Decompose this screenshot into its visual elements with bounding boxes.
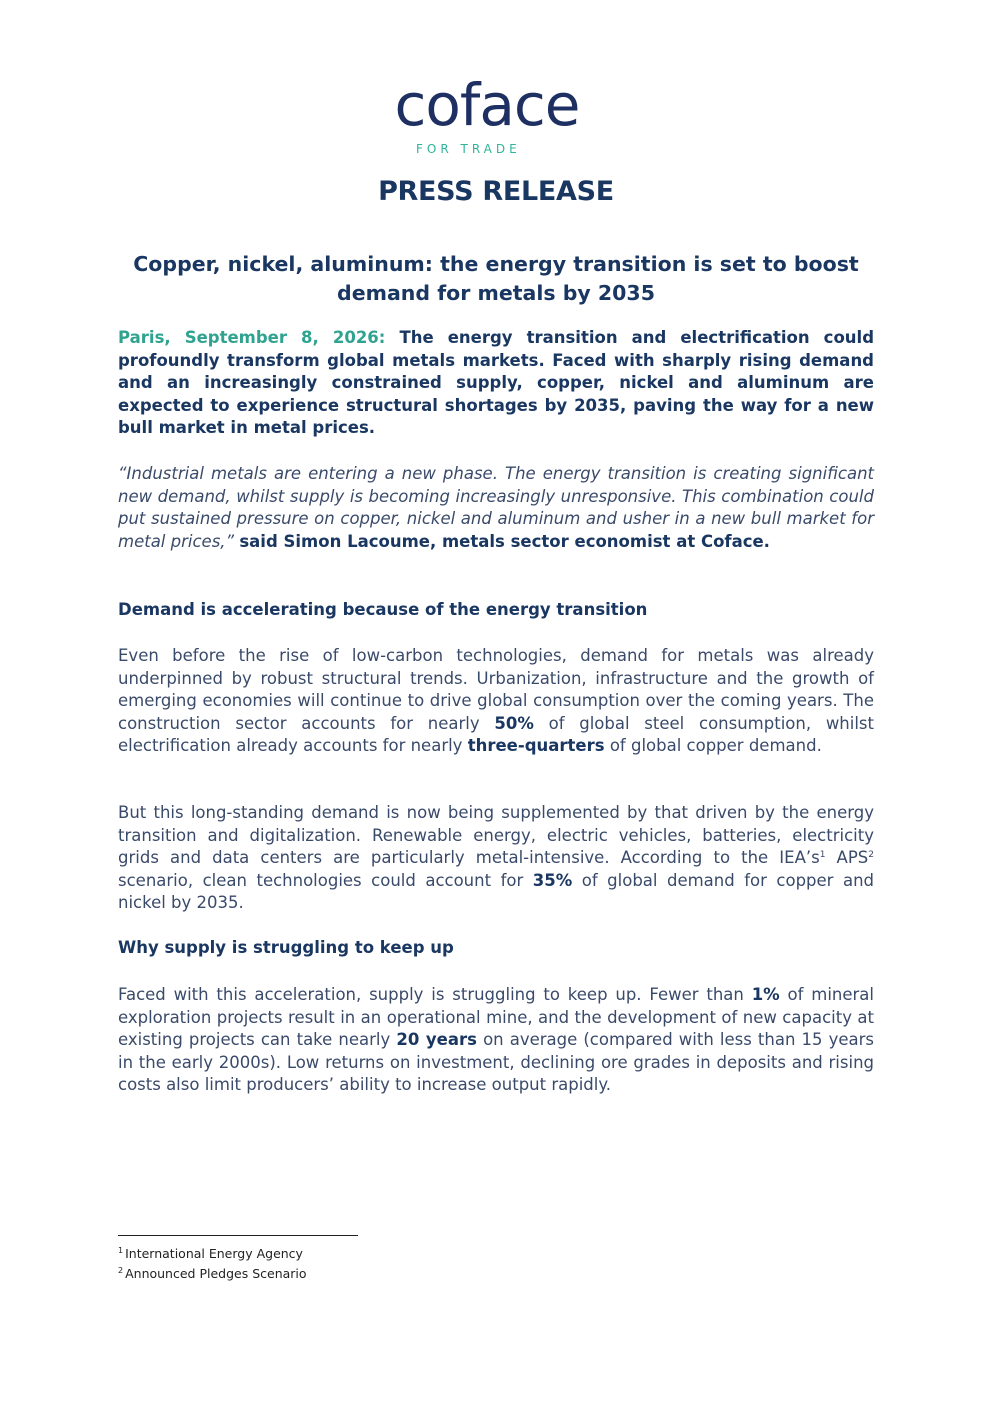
text-run: on average (compared with less than 15 years in the early 2000s). Low returns on investment, declining ore grades in deposits and rising costs also limit producers’ ability to increase output rapidly. bbox=[118, 1030, 875, 1094]
footnote-text: Announced Pledges Scenario bbox=[125, 1266, 307, 1281]
footnote-ref-1: 1 bbox=[819, 850, 826, 860]
text-run: But this long-standing demand is now being supplemented by that driven by the energy transition and digitalization. Renewable energy, electric vehicles, batteries, electricity grids and data centers are particularly metal-intensive. According to the IEA’s bbox=[118, 803, 874, 867]
text-run: Even before the rise of low-carbon technologies, demand for metals was already underpinned by robust structural trends. Urbanization, infrastructure and the growth of emerging economies will continue to drive global consumption over the coming years. The construction sector accounts for nearly bbox=[118, 646, 874, 733]
text-run: of global steel consumption, whilst electrification already accounts for nearly bbox=[118, 713, 875, 755]
lead-text: The energy transition and electrification could profoundly transform global metals markets. Faced with sharply rising demand and an increasingly constrained supply, copper, nickel and aluminum are expected to experience structural shortages by 2035, paving the way for a new bull market in metal prices. bbox=[118, 328, 875, 437]
quote-paragraph bbox=[118, 463, 874, 553]
highlight-1-percent: 1% bbox=[751, 985, 780, 1004]
footnote-2 bbox=[118, 1266, 307, 1281]
text-run: of global demand for copper and nickel by 2035. bbox=[118, 870, 875, 912]
highlight-50-percent: 50% bbox=[494, 713, 534, 733]
logo-tagline: FOR TRADE bbox=[416, 142, 521, 156]
footnote-divider bbox=[118, 1235, 358, 1236]
lead-paragraph bbox=[118, 327, 874, 440]
highlight-three-quarters: three-quarters bbox=[467, 736, 605, 755]
supply-paragraph-1 bbox=[118, 984, 874, 1097]
quote-attribution: said Simon Lacoume, metals sector economist at Coface. bbox=[239, 531, 770, 551]
section-heading-demand: Demand is accelerating because of the energy transition bbox=[118, 600, 648, 619]
text-run: Faced with this acceleration, supply is struggling to keep up. Fewer than bbox=[118, 985, 752, 1004]
dateline: Paris, September 8, 2026: bbox=[118, 328, 386, 347]
logo-wordmark: coface bbox=[394, 71, 580, 139]
quote-text: “Industrial metals are entering a new phase. The energy transition is creating significant new demand, whilst supply is becoming increasingly unresponsive. This combination could put sustained pressure on copper, nickel and aluminum and usher in a new bull market for metal prices,” bbox=[118, 464, 874, 551]
headline: Copper, nickel, aluminum: the energy transition is set to boost demand for metals by 2035 bbox=[133, 252, 859, 305]
demand-paragraph-2 bbox=[118, 802, 874, 915]
section-heading-supply: Why supply is struggling to keep up bbox=[118, 938, 454, 957]
highlight-20-years: 20 years bbox=[396, 1030, 477, 1049]
footnote-mark: 1 bbox=[118, 1246, 124, 1255]
highlight-35-percent: 35% bbox=[532, 870, 573, 890]
footnote-ref-2: 2 bbox=[868, 850, 874, 860]
text-run: of mineral exploration projects result in an operational mine, and the development of new capacity at existing projects can take nearly bbox=[118, 985, 874, 1049]
press-release-title: PRESS RELEASE bbox=[378, 176, 614, 207]
demand-paragraph-1 bbox=[118, 645, 874, 758]
text-run: APS bbox=[825, 848, 869, 867]
footnote-mark: 2 bbox=[118, 1266, 124, 1275]
coface-logo bbox=[364, 71, 610, 160]
footnote-text: International Energy Agency bbox=[125, 1246, 303, 1261]
text-run: scenario, clean technologies could account for bbox=[118, 870, 533, 890]
text-run: of global copper demand. bbox=[604, 736, 822, 755]
footnote-1 bbox=[118, 1246, 303, 1261]
